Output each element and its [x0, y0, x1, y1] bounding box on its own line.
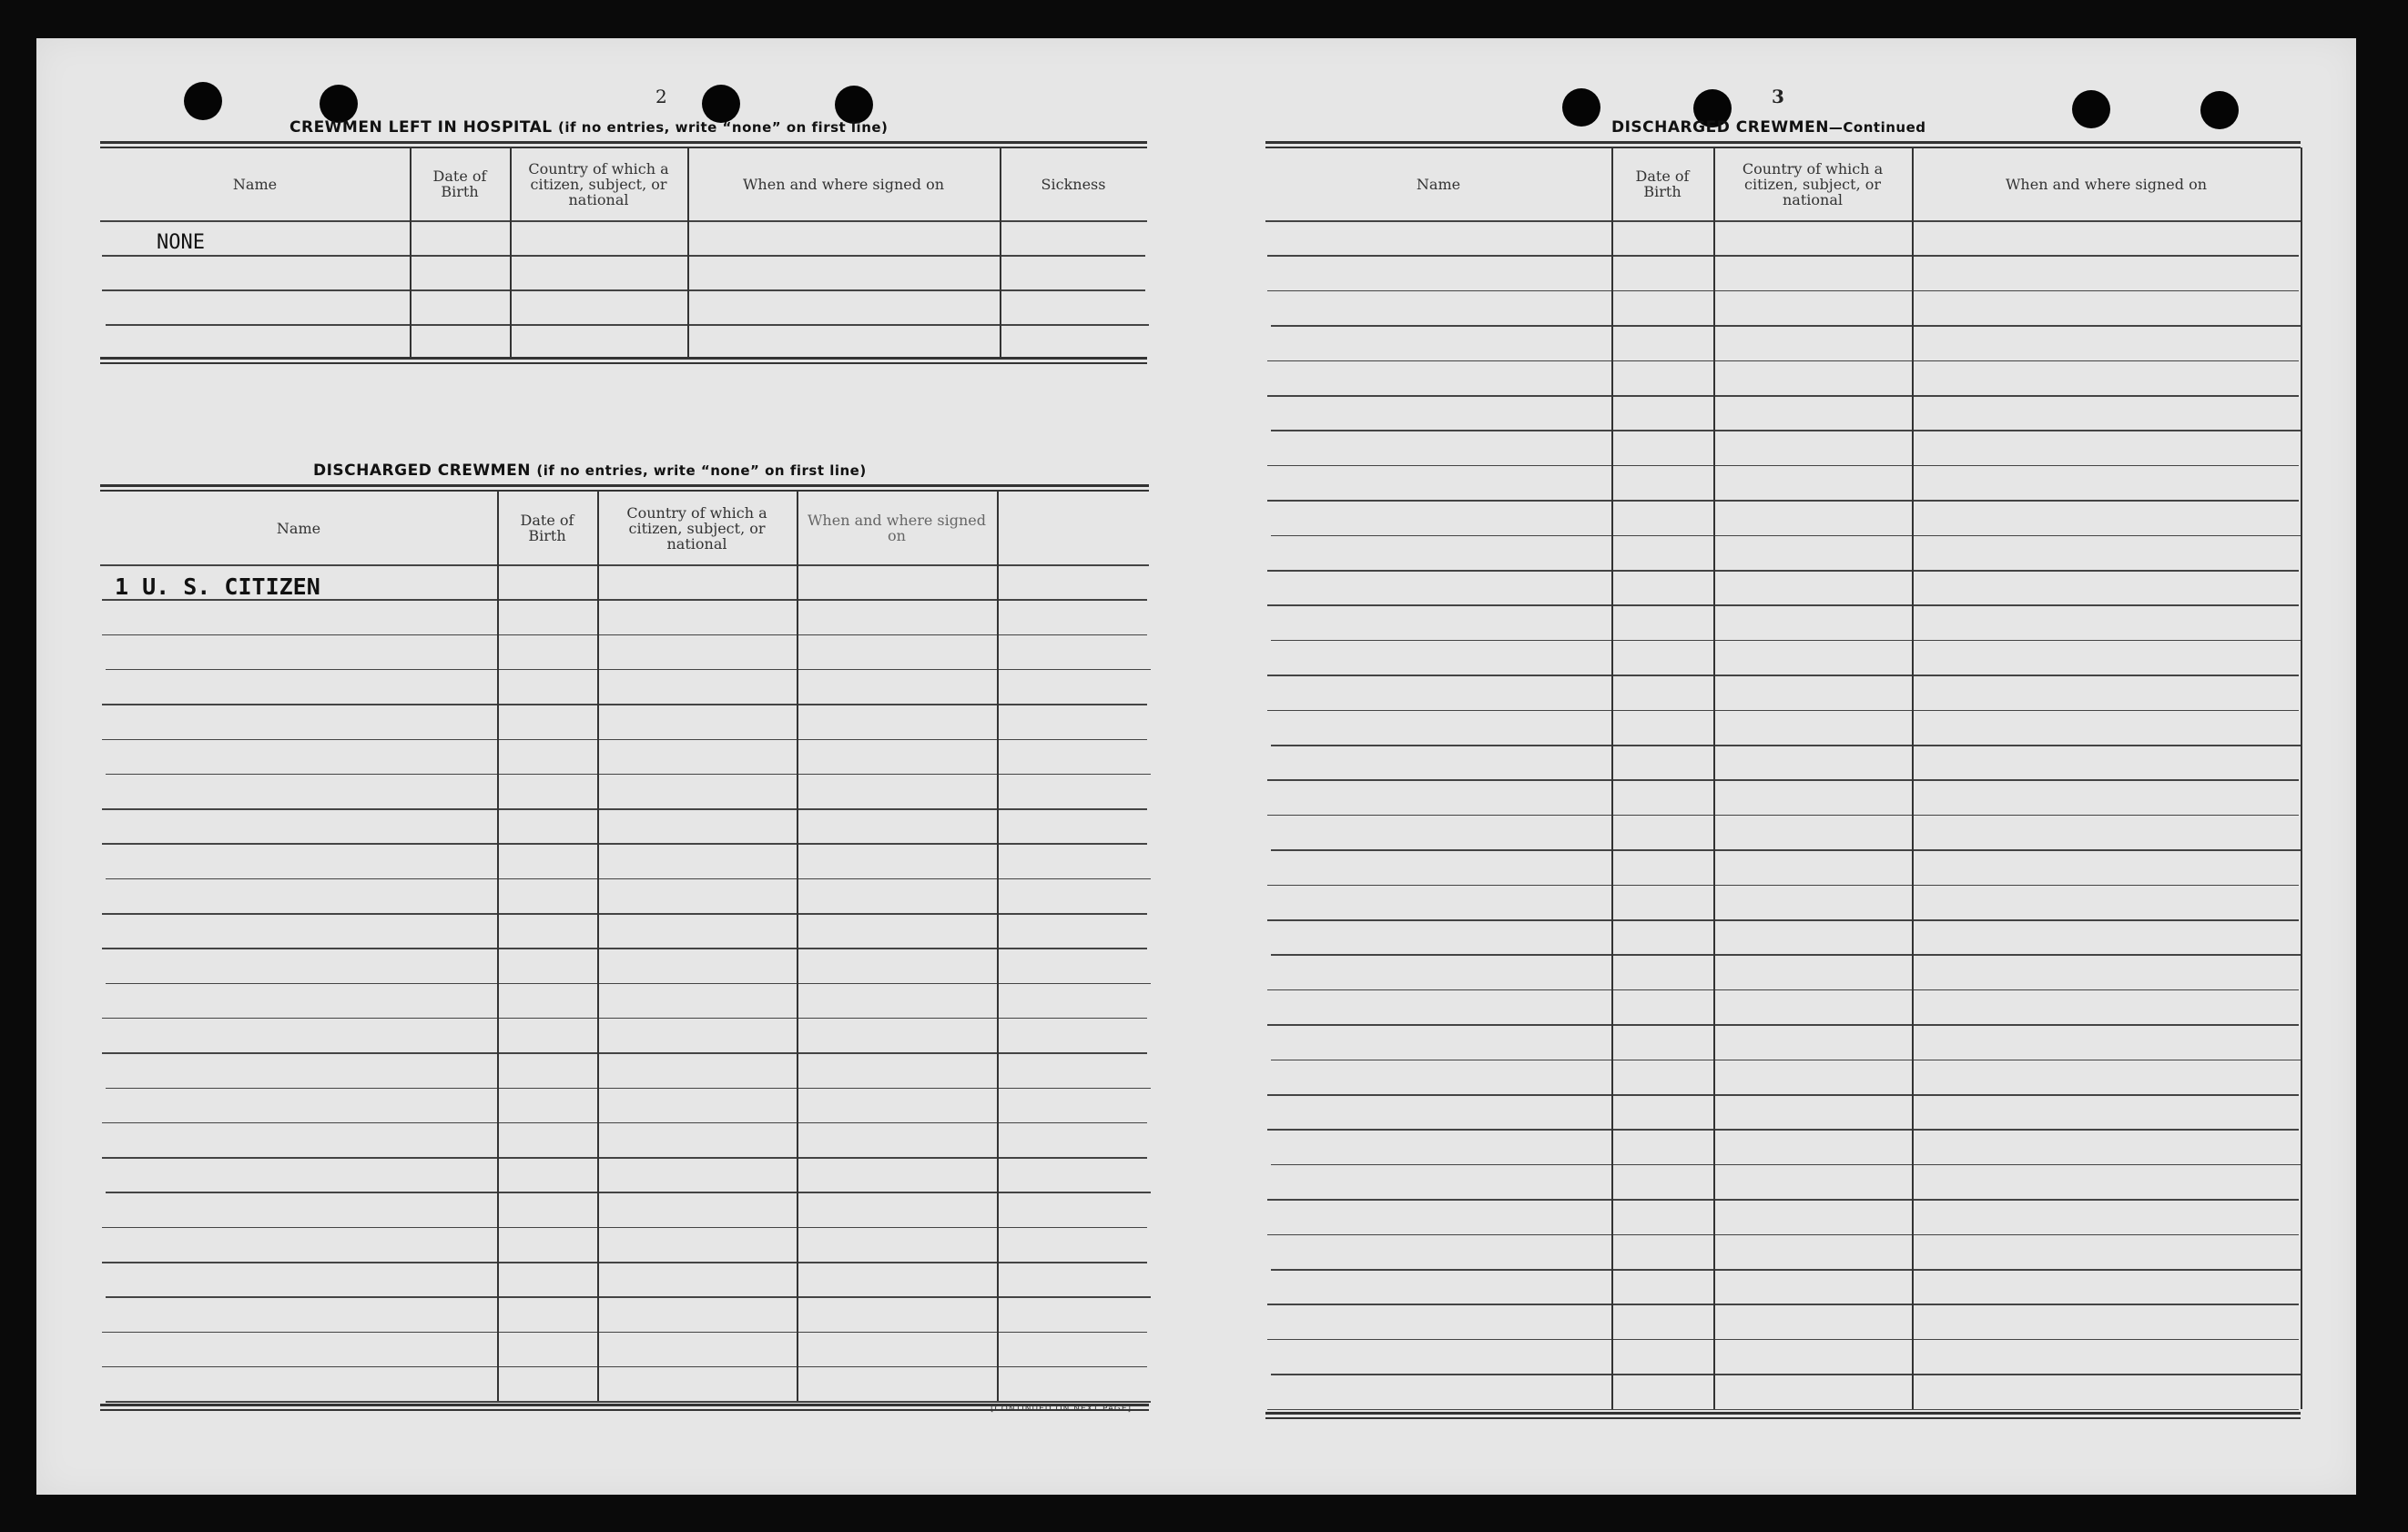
- column-divider: [687, 147, 689, 324]
- table-row-line: [102, 1366, 1147, 1368]
- table-row-line: [1271, 640, 2302, 642]
- punch-hole: [2200, 91, 2239, 129]
- column-divider: [410, 147, 411, 324]
- hospital-first-entry: NONE: [157, 231, 205, 254]
- table-row-line: [106, 324, 1149, 326]
- table-row-line: [102, 634, 1147, 636]
- header-bottom-line: [100, 564, 1149, 566]
- punch-hole: [1562, 88, 1600, 127]
- table-row-line: [1271, 1374, 2302, 1375]
- table-row-line: [102, 704, 1147, 705]
- table-row-line: [1271, 535, 2302, 537]
- continued-title-suffix: —Continued: [1828, 119, 1926, 136]
- table-row-line: [106, 878, 1151, 880]
- table-row-line: [1267, 919, 2299, 921]
- punch-hole: [184, 82, 222, 120]
- table-row-line: [1271, 745, 2302, 746]
- column-divider: [510, 147, 512, 324]
- page-number: 3: [1772, 86, 1784, 107]
- column-divider: [997, 492, 999, 1401]
- column-header: Country of which a citizen, subject, or national: [1742, 159, 1884, 208]
- column-divider: [597, 492, 599, 1401]
- column-divider: [1611, 147, 1613, 1409]
- discharged-title-text: DISCHARGED CREWMEN: [313, 462, 531, 480]
- header-rule: [100, 484, 1149, 487]
- table-row-line: [102, 913, 1147, 915]
- column-divider: [1713, 147, 1715, 1409]
- table-row-line: [1271, 1269, 2302, 1271]
- table-row-line: [106, 1296, 1151, 1298]
- table-row-line: [102, 1157, 1147, 1159]
- hospital-title-text: CREWMEN LEFT IN HOSPITAL: [290, 118, 553, 137]
- table-row-line: [1267, 1304, 2299, 1305]
- table-row-line: [1267, 989, 2299, 991]
- document-spread: [36, 38, 2356, 1495]
- table-row-line: [106, 1401, 1151, 1403]
- header-rule: [1265, 147, 2301, 148]
- table-row-line: [1267, 1409, 2299, 1411]
- header-rule: [100, 490, 1149, 492]
- punch-hole: [320, 85, 358, 123]
- column-divider: [1912, 147, 1914, 1409]
- column-header: [2306, 151, 2408, 217]
- table-row-line: [1267, 885, 2299, 887]
- column-header: Sickness: [1041, 175, 1106, 193]
- table-row-line: [1267, 1199, 2299, 1201]
- discharged-first-entry: 1 U. S. CITIZEN: [115, 573, 320, 600]
- table-row-line: [106, 1192, 1151, 1193]
- column-divider: [687, 324, 689, 357]
- column-divider: [510, 324, 512, 357]
- table-row-line: [102, 1332, 1147, 1334]
- table-bottom-rule: [1265, 1412, 2301, 1415]
- table-row-line: [106, 774, 1151, 776]
- table-row-line: [102, 948, 1147, 949]
- punch-hole: [2072, 90, 2110, 128]
- table-row-line: [1267, 570, 2299, 572]
- table-row-line: [106, 669, 1151, 671]
- table-row-line: [1271, 1060, 2302, 1061]
- table-row-line: [102, 255, 1145, 257]
- table-row-line: [1267, 395, 2299, 397]
- column-header: When and where signed on: [807, 512, 987, 544]
- table-row-line: [1267, 815, 2299, 817]
- header-rule: [100, 147, 1147, 148]
- table-bottom-rule: [100, 362, 1147, 364]
- table-row-line: [1271, 430, 2302, 431]
- page-number: 2: [655, 86, 667, 107]
- punch-hole: [702, 85, 740, 123]
- column-header: Name: [276, 519, 321, 537]
- table-row-line: [1267, 675, 2299, 676]
- column-divider: [1000, 324, 1001, 357]
- table-row-line: [1267, 255, 2299, 257]
- column-divider: [1000, 147, 1001, 324]
- table-row-line: [1267, 290, 2299, 292]
- discharged-instruction: (if no entries, write “none” on first line): [536, 462, 867, 479]
- header-rule: [100, 141, 1147, 144]
- table-row-line: [1267, 360, 2299, 362]
- table-row-line: [102, 1122, 1147, 1124]
- table-row-line: [102, 1052, 1147, 1054]
- table-row-line: [1267, 500, 2299, 502]
- header-rule: [1265, 141, 2301, 144]
- table-row-line: [102, 843, 1147, 845]
- column-header: When and where signed on: [2005, 175, 2208, 193]
- header-bottom-line: [100, 220, 1147, 222]
- hospital-instruction: (if no entries, write “none” on first line): [558, 119, 889, 136]
- table-row-line: [102, 1227, 1147, 1229]
- header-bottom-line: [1265, 220, 2301, 222]
- table-row-line: [102, 808, 1147, 810]
- table-row-line: [1267, 1024, 2299, 1026]
- column-header: Name: [1416, 175, 1461, 193]
- column-header: Date of Birth: [432, 167, 487, 200]
- table-row-line: [1267, 1234, 2299, 1236]
- table-bottom-rule: [1265, 1417, 2301, 1419]
- table-row-line: [1267, 465, 2299, 467]
- column-divider: [797, 492, 798, 1401]
- table-row-line: [102, 289, 1145, 291]
- table-bottom-rule: [100, 357, 1147, 360]
- table-row-line: [1267, 1339, 2299, 1341]
- table-row-line: [1271, 849, 2302, 851]
- table-row-line: [1267, 1129, 2299, 1131]
- table-row-line: [1267, 1094, 2299, 1096]
- hospital-section-title: [290, 118, 888, 137]
- column-header: Date of Birth: [520, 512, 574, 544]
- table-row-line: [1271, 1164, 2302, 1166]
- table-row-line: [106, 1088, 1151, 1090]
- continued-title-text: DISCHARGED CREWMEN: [1611, 118, 1829, 137]
- column-header: When and where signed on: [742, 175, 945, 193]
- discharged-section-title: [313, 462, 867, 480]
- table-row-line: [1267, 710, 2299, 712]
- table-row-line: [1267, 604, 2299, 606]
- column-divider: [497, 492, 499, 1401]
- continued-section-title: [1611, 118, 1926, 137]
- table-row-line: [1271, 954, 2302, 956]
- column-divider: [2301, 147, 2302, 1409]
- continued-footnote: [CONTINUED ON NEXT PAGE]: [991, 1405, 1133, 1414]
- column-header: Date of Birth: [1635, 167, 1690, 200]
- column-header: Country of which a citizen, subject, or national: [626, 503, 767, 553]
- column-header: Name: [232, 175, 278, 193]
- table-row-line: [102, 739, 1147, 741]
- table-row-line: [106, 983, 1151, 985]
- column-divider: [410, 324, 411, 357]
- column-header: Country of which a citizen, subject, or national: [528, 159, 669, 208]
- table-row-line: [102, 1018, 1147, 1020]
- table-row-line: [102, 1262, 1147, 1263]
- table-row-line: [1271, 325, 2302, 327]
- table-row-line: [1267, 779, 2299, 781]
- column-header: [1002, 495, 1143, 561]
